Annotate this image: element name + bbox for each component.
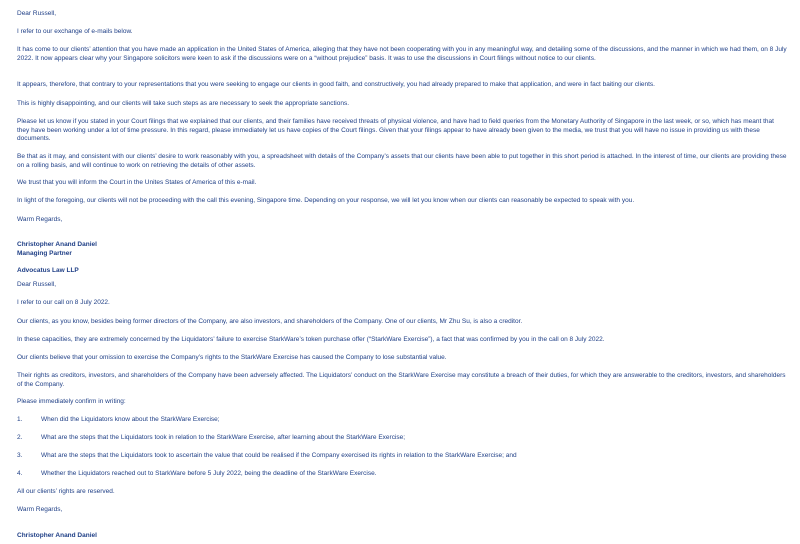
paragraph: In these capacities, they are extremely concerned by the Liquidators’ failure to exercise StarkWare’s token purchase offer (“StarkWare Exercise”), a fact that was confirmed by you in the call on 8 July 2022. [17, 336, 605, 343]
paragraph: Please let us know if you stated in your Court filings that we explained that our clients, and their families have received threats of physical violence, and have had to field queries from the Monetary Authority of Singapore in the last week, or so, which has meant that they have been working under a lot of time pressure. In this regard, please immediately let us have copies of the Court filings. Given that your filings appear to have already been given to the media, we trust that you will have no issue in providing us with these documents. [17, 118, 774, 143]
paragraph: We trust that you will inform the Court in the Unites States of America of this e-mail. [17, 179, 257, 186]
list-item: When did the Liquidators know about the StarkWare Exercise; [41, 416, 220, 423]
list-item: What are the steps that the Liquidators took to ascertain the value that could be realised if the Company exercised its rights in relation to the StarkWare Exercise; and [41, 452, 517, 459]
list-number: 3. [17, 452, 23, 459]
closing: Warm Regards, [17, 216, 63, 223]
list-item: What are the steps that the Liquidators took in relation to the StarkWare Exercise, after learning about the StarkWare Exercise; [41, 434, 406, 441]
salutation: Dear Russell, [17, 10, 57, 17]
list-number: 4. [17, 470, 23, 477]
paragraph: In light of the foregoing, our clients will not be proceeding with the call this evening, Singapore time. Depending on your response, we will let you know when our clients can reasonably be expected to speak with you. [17, 197, 635, 204]
salutation: Dear Russell, [17, 281, 57, 288]
paragraph: I refer to our call on 8 July 2022. [17, 299, 110, 306]
paragraph: This is highly disappointing, and our clients will take such steps as are necessary to seek the appropriate sanctions. [17, 100, 350, 107]
list-number: 2. [17, 434, 23, 441]
paragraph: I refer to our exchange of e-mails below. [17, 28, 133, 35]
signature-firm: Advocatus Law LLP [17, 267, 79, 274]
paragraph: Please immediately confirm in writing: [17, 398, 126, 405]
list-item: Whether the Liquidators reached out to StarkWare before 5 July 2022, being the deadline of the StarkWare Exercise. [41, 470, 377, 477]
paragraph: It appears, therefore, that contrary to your representations that you were seeking to engage our clients in good faith, and constructively, you had already prepared to make that application, and were in fact baiting our clients. [17, 81, 655, 88]
rights-reserved: All our clients’ rights are reserved. [17, 488, 115, 495]
closing: Warm Regards, [17, 506, 63, 513]
signature-name: Christopher Anand Daniel [17, 532, 97, 539]
signature-name: Christopher Anand Daniel [17, 241, 97, 248]
paragraph: It has come to our clients’ attention that you have made an application in the United States of America, alleging that they have not been cooperating with you in any meaningful way, and detailing some of the discussions, and the manner in which we had them, on 8 July 2022. It now appears clear why your Singapore solicitors were keen to ask if the discussions were on a “without prejudice” basis. It was to use the discussions in Court filings without notice to our clients. [17, 46, 787, 62]
paragraph: Our clients, as you know, besides being former directors of the Company, are also investors, and shareholders of the Company. One of our clients, Mr Zhu Su, is also a creditor. [17, 318, 523, 325]
paragraph: Our clients believe that your omission to exercise the Company’s rights to the StarkWare Exercise has caused the Company to lose substantial value. [17, 354, 447, 361]
paragraph: Be that as it may, and consistent with our clients’ desire to work reasonably with you, a spreadsheet with details of the Company’s assets that our clients have been able to put together in this short period is attached. In the interest of time, our clients are providing these on a rolling basis, and will continue to work on retrieving the details of other assets. [17, 153, 787, 169]
list-number: 1. [17, 416, 23, 423]
signature-title: Managing Partner [17, 250, 72, 257]
paragraph: Their rights as creditors, investors, and shareholders of the Company have been adversely affected. The Liquidators’ conduct on the StarkWare Exercise may constitute a breach of their duties, for which they are answerable to the creditors, investors, and shareholders of the Company. [17, 372, 786, 388]
